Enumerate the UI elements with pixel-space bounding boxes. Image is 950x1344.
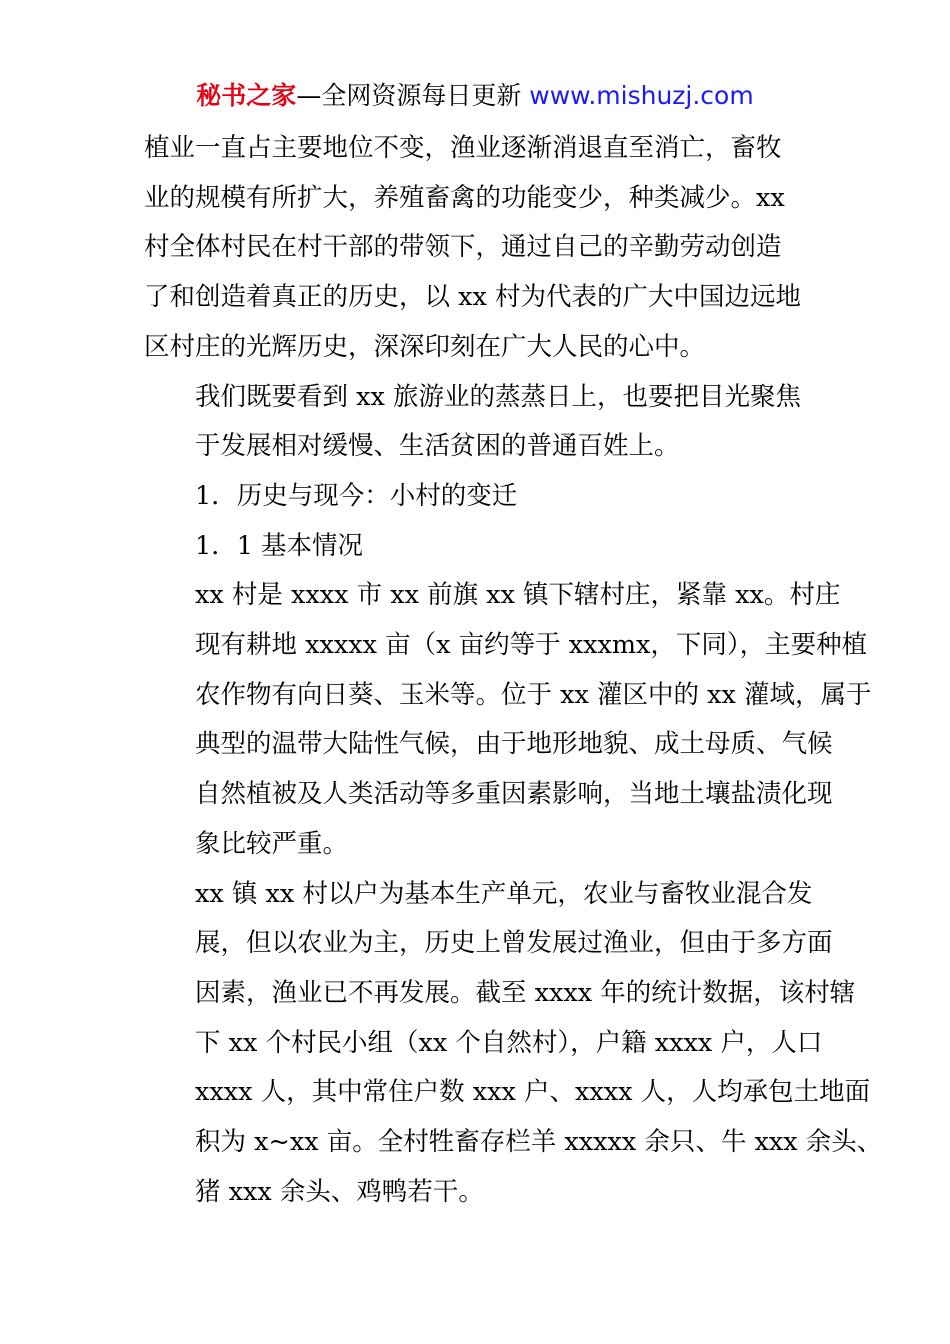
text-line: 村全体村民在村干部的带领下，通过自己的辛勤劳动创造 xyxy=(144,232,782,263)
text-line: xx 镇 xx 村以户为基本生产单元，农业与畜牧业混合发 xyxy=(195,878,813,909)
text-line: 象比较严重。 xyxy=(195,828,349,859)
heading-text: 1．历史与现今：小村的变迁 xyxy=(195,480,518,511)
brand-name: 秘书之家 xyxy=(196,81,297,110)
text-line: 猪 xxx 余头、鸡鸭若干。 xyxy=(195,1176,484,1207)
text-line: 农作物有向日葵、玉米等。位于 xx 灌区中的 xx 灌域，属于 xyxy=(195,679,872,710)
header-tagline: —全网资源每日更新 xyxy=(296,81,522,110)
document-body xyxy=(144,124,883,1217)
text-line: 植业一直占主要地位不变，渔业逐渐消退直至消亡，畜牧 xyxy=(144,133,782,163)
text-line: 因素，渔业已不再发展。截至 xxxx 年的统计数据，该村辖 xyxy=(195,977,856,1008)
text-line: 区村庄的光辉历史，深深印刻在广大人民的心中。 xyxy=(144,331,706,362)
paragraph-statistics xyxy=(144,870,883,1218)
text-line: xx 村是 xxxx 市 xx 前旗 xx 镇下辖村庄，紧靠 xx。村庄 xyxy=(195,580,841,611)
text-line: 展，但以农业为主，历史上曾发展过渔业，但由于多方面 xyxy=(195,928,833,959)
text-line: 下 xx 个村民小组（xx 个自然村），户籍 xxxx 户，人口 xyxy=(195,1027,823,1058)
paragraph-tourism xyxy=(144,373,808,472)
text-line: 典型的温带大陆性气候，由于地形地貌、成土母质、气候 xyxy=(195,729,833,760)
text-line: xxxx 人，其中常住户数 xxx 户、xxxx 人，人均承包土地面 xyxy=(195,1077,871,1108)
site-url-link[interactable]: www.mishuzj.com xyxy=(529,81,754,110)
text-line: 我们既要看到 xx 旅游业的蒸蒸日上，也要把目光聚焦 xyxy=(195,381,801,412)
text-line: 于发展相对缓慢、生活贫困的普通百姓上。 xyxy=(195,431,680,462)
paragraph-basic-info xyxy=(144,571,872,869)
text-line: 业的规模有所扩大，养殖畜禽的功能变少，种类减少。xx xyxy=(144,182,785,213)
subsection-heading xyxy=(144,522,808,572)
site-header xyxy=(0,80,950,112)
section-heading xyxy=(144,472,808,522)
text-line: 自然植被及人类活动等多重因素影响，当地土壤盐渍化现 xyxy=(195,779,833,810)
heading-text: 1．1 基本情况 xyxy=(195,530,364,561)
paragraph-intro xyxy=(144,124,808,373)
text-line: 积为 x~xx 亩。全村牲畜存栏羊 xxxxx 余只、牛 xxx 余头、 xyxy=(195,1127,883,1158)
text-line: 现有耕地 xxxxx 亩（x 亩约等于 xxxmx，下同），主要种植 xyxy=(195,630,868,661)
text-line: 了和创造着真正的历史，以 xx 村为代表的广大中国边远地 xyxy=(144,282,801,313)
